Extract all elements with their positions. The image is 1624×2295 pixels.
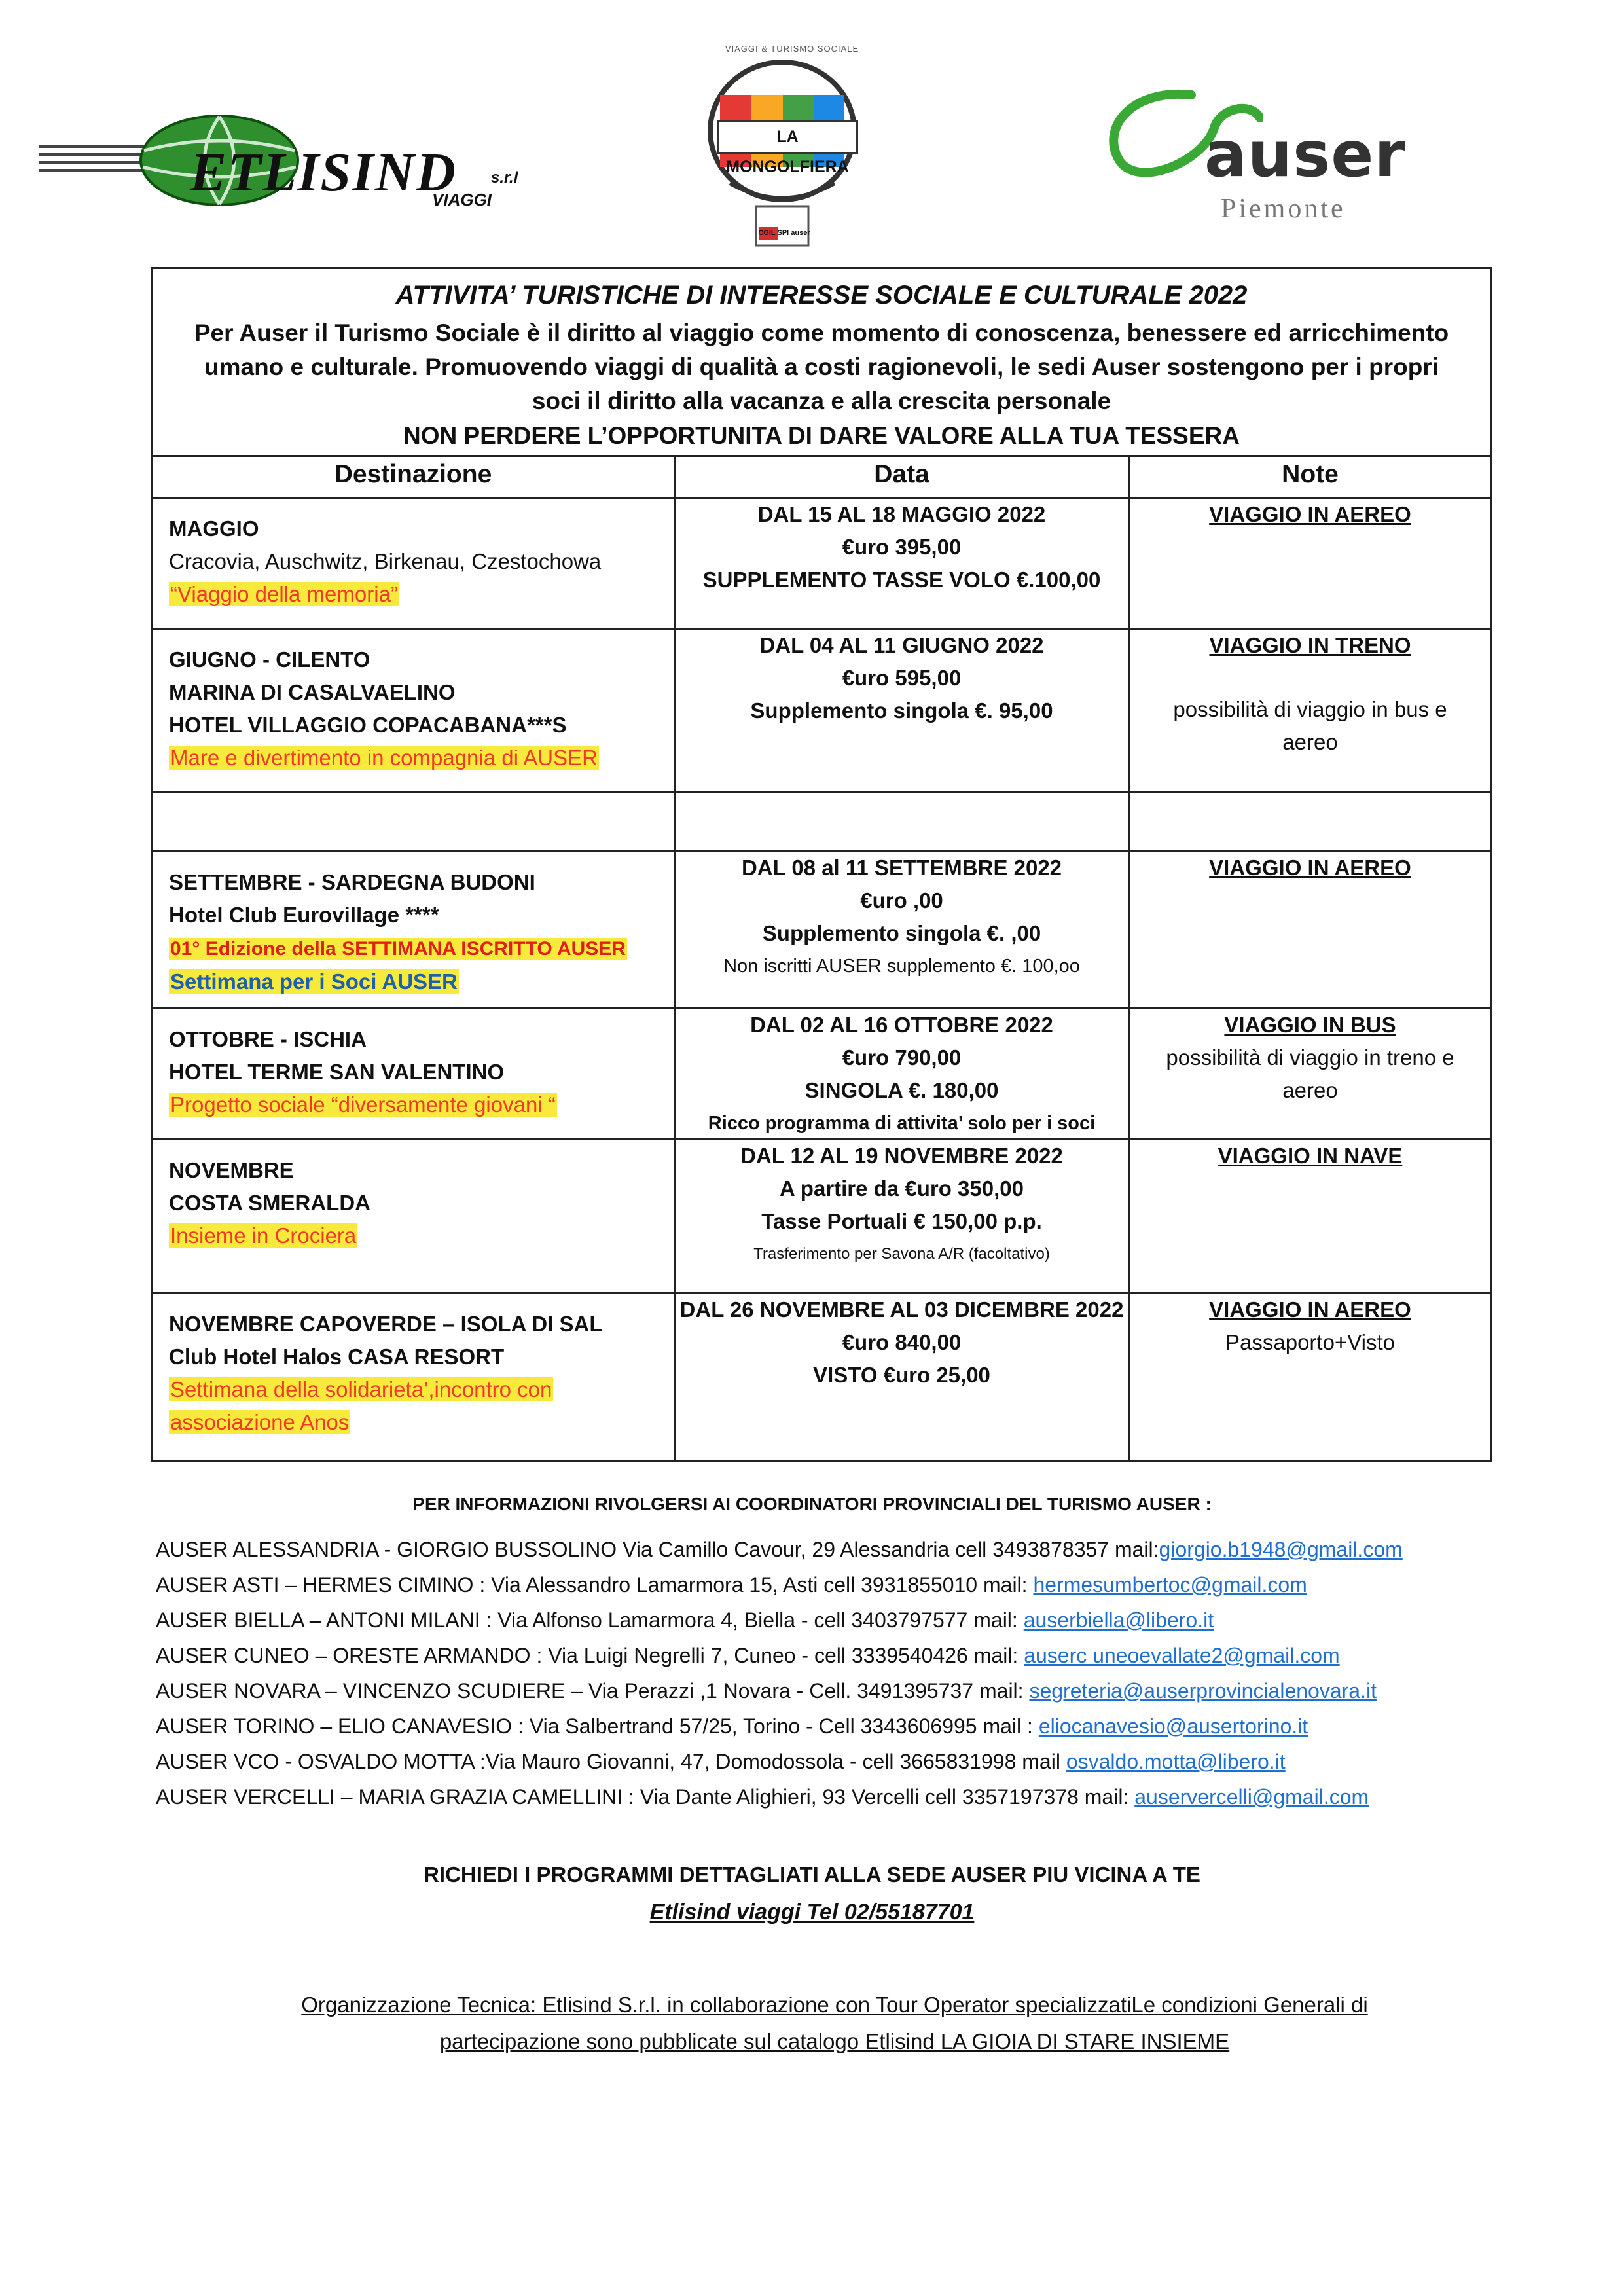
email-link[interactable]: auservercelli@gmail.com [1134,1785,1369,1809]
destination-tagline: associazione Anos [170,1410,350,1434]
row-divider [153,791,1490,793]
trip-dates [676,1140,1128,1271]
destination-place: Cracovia, Auschwitz, Birkenau, Czestochowa [169,549,602,573]
footer-line: Organizzazione Tecnica: Etlisind S.r.l. in collaborazione con Tour Operator specializzatiLe condizioni Generali di [301,1993,1368,2017]
destination-tagline: Insieme in Crociera [170,1223,357,1248]
column-header-data: Data [874,460,929,488]
transport-mode: VIAGGIO IN AEREO [1209,502,1411,526]
destination-tagline: Progetto sociale “diversamente giovani “ [170,1093,556,1117]
contacts-list [156,1532,1609,1815]
trip-extra: Ricco programma di attivita’ solo per i soci [708,1113,1096,1134]
table-row [169,513,666,611]
trip-date-range: DAL 26 NOVEMBRE AL 03 DICEMBRE 2022 [679,1297,1124,1322]
table-row [169,643,666,774]
email-link[interactable]: auserbiella@libero.it [1023,1608,1214,1632]
contact-details: AUSER CUNEO – ORESTE ARMANDO : Via Luigi Negrelli 7, Cuneo - cell 3339540426 mail: [156,1644,1024,1667]
destination-tagline: 01° Edizione della SETTIMANA ISCRITTO AUSER [170,938,626,960]
trip-extra: Trasferimento per Savona A/R (facoltativo) [753,1245,1050,1263]
contact-details: AUSER BIELLA – ANTONI MILANI : Via Alfonso Lamarmora 4, Biella - cell 3403797577 mail: [156,1608,1024,1632]
transport-alternatives: possibilità di viaggio in treno e aereo [1166,1045,1454,1102]
transport-mode: VIAGGIO IN AEREO [1209,856,1411,880]
destination-place: COSTA SMERALDA [169,1191,370,1215]
trip-date-range: DAL 12 AL 19 NOVEMBRE 2022 [740,1144,1063,1168]
table-row [169,1308,666,1439]
page-title: ATTIVITA’ TURISTICHE DI INTERESSE SOCIALE E CULTURALE 2022 [395,281,1248,310]
destination-month: NOVEMBRE CAPOVERDE – ISOLA DI SAL [169,1312,603,1336]
list-item [156,1779,1609,1815]
trip-price: A partire da €uro 350,00 [780,1176,1024,1201]
etlisind-logo [39,105,518,216]
trip-notes [1130,1293,1490,1359]
trip-notes [1130,498,1490,531]
transport-mode: VIAGGIO IN AEREO [1209,1297,1411,1322]
trip-date-range: DAL 04 AL 11 GIUGNO 2022 [759,633,1044,657]
mongolfiera-banner: LA MONGOLFIERA [717,120,858,154]
list-item [156,1602,1609,1638]
contact-details: AUSER TORINO – ELIO CANAVESIO : Via Salbertrand 57/25, Torino - Cell 3343606995 mail : [156,1714,1039,1738]
trip-notes [1130,852,1490,884]
trip-date-range: DAL 08 al 11 SETTEMBRE 2022 [741,856,1062,880]
contact-details: AUSER VCO - OSVALDO MOTTA :Via Mauro Giovanni, 47, Domodossola - cell 3665831998 mail [156,1750,1066,1773]
list-item [156,1708,1609,1744]
destination-month: GIUGNO - CILENTO [169,647,370,672]
trip-price: €uro 595,00 [842,666,962,690]
mongolfiera-arc-text: VIAGGI & TURISMO SOCIALE [725,44,859,54]
destination-tagline: “Viaggio della memoria” [170,582,398,606]
list-item [156,1673,1609,1708]
trip-date-range: DAL 02 AL 16 OTTOBRE 2022 [750,1013,1053,1037]
request-programs: RICHIEDI I PROGRAMMI DETTAGLIATI ALLA SEDE AUSER PIU VICINA A TE [424,1862,1200,1887]
info-heading: PER INFORMAZIONI RIVOLGERSI AI COORDINATORI PROVINCIALI DEL TURISMO AUSER : [412,1494,1212,1514]
footer-line: partecipazione sono pubblicate sul catalogo Etlisind LA GIOIA DI STARE INSIEME [439,2029,1230,2053]
destination-hotel: Club Hotel Halos CASA RESORT [169,1345,505,1369]
contact-details: AUSER ASTI – HERMES CIMINO : Via Alessandro Lamarmora 15, Asti cell 3931855010 mail: [156,1573,1034,1597]
table-header [153,269,1490,457]
transport-alternatives: possibilità di viaggio in bus e aereo [1173,697,1447,754]
trip-dates [676,1293,1128,1392]
trip-supplement: Tasse Portuali € 150,00 p.p. [761,1209,1042,1233]
destination-tagline: Settimana della solidarieta’,incontro con [170,1377,552,1401]
column-header-destinazione: Destinazione [334,460,492,488]
trip-extra: Non iscritti AUSER supplemento €. 100,oo [723,956,1080,977]
table-row [169,866,666,998]
destination-month: SETTEMBRE - SARDEGNA BUDONI [169,870,535,894]
email-link[interactable]: eliocanavesio@ausertorino.it [1038,1714,1308,1738]
transport-mode: VIAGGIO IN TRENO [1209,633,1411,657]
destination-month: NOVEMBRE [169,1158,294,1182]
list-item [156,1638,1609,1673]
trip-price: €uro 790,00 [842,1045,962,1070]
intro-line: umano e culturale. Promuovendo viaggi di qualità a costi ragionevoli, le sedi Auser sostengono per i propri [204,353,1439,380]
contact-details: AUSER ALESSANDRIA - GIORGIO BUSSOLINO Via Camillo Cavour, 29 Alessandria cell 3493878357 mail: [156,1538,1159,1561]
destination-hotel: HOTEL TERME SAN VALENTINO [169,1060,505,1084]
trip-dates [676,852,1128,983]
call-to-action: NON PERDERE L’OPPORTUNITA DI DARE VALORE ALLA TUA TESSERA [403,422,1240,449]
auser-wordmark: auser [1204,118,1406,191]
intro-text [185,316,1458,418]
trip-price: €uro ,00 [860,888,943,913]
table-row [169,1023,666,1121]
contact-details: AUSER VERCELLI – MARIA GRAZIA CAMELLINI : Via Dante Alighieri, 93 Vercelli cell 3357197378 mail: [156,1785,1135,1809]
trip-price: €uro 395,00 [842,535,962,559]
list-item [156,1567,1609,1602]
auser-region: Piemonte [1221,194,1346,224]
trip-dates [676,629,1128,727]
email-link[interactable]: segreteria@auserprovincialenovara.it [1029,1679,1377,1703]
email-link[interactable]: osvaldo.motta@libero.it [1066,1750,1286,1773]
destination-tagline: Settimana per i Soci AUSER [170,969,458,994]
footer-note [183,1987,1486,2060]
trip-dates [676,1009,1128,1140]
transport-alternatives: Passaporto+Visto [1225,1330,1395,1354]
list-item [156,1532,1609,1567]
trip-supplement: VISTO €uro 25,00 [813,1363,990,1387]
column-header-note: Note [1282,460,1339,488]
trip-notes [1143,629,1477,759]
destination-tagline: Mare e divertimento in compagnia di AUSER [170,746,598,770]
intro-line: soci il diritto alla vacanza e alla crescita personale [532,388,1111,414]
activities-table [151,267,1492,1462]
trip-supplement: SUPPLEMENTO TASSE VOLO €.100,00 [702,568,1101,592]
destination-hotel: HOTEL VILLAGGIO COPACABANA***S [169,713,567,737]
list-item [156,1744,1609,1779]
auser-logo [1093,82,1434,232]
etlisind-wordmark: ETLISIND [190,142,458,203]
email-link[interactable]: auserc uneoevallate2@gmail.com [1024,1644,1340,1667]
trip-supplement: Supplemento singola €. 95,00 [750,698,1053,723]
mongolfiera-logo [681,36,884,259]
intro-line: Per Auser il Turismo Sociale è il diritto al viaggio come momento di conoscenza, benessere ed arricchimento [194,319,1449,346]
trip-notes [1130,1140,1490,1172]
destination-hotel: Hotel Club Eurovillage **** [169,903,439,927]
contact-details: AUSER NOVARA – VINCENZO SCUDIERE – Via Perazzi ,1 Novara - Cell. 3491395737 mail: [156,1679,1030,1703]
etlisind-viaggi: VIAGGI [432,190,492,209]
destination-place: MARINA DI CASALVAELINO [169,680,456,704]
destination-month: OTTOBRE - ISCHIA [169,1027,367,1051]
transport-mode: VIAGGIO IN BUS [1224,1013,1396,1037]
destination-month: MAGGIO [169,516,259,541]
email-link[interactable]: giorgio.b1948@gmail.com [1159,1538,1403,1561]
trip-price: €uro 840,00 [842,1330,962,1354]
trip-notes [1143,1009,1477,1107]
agency-phone: Etlisind viaggi Tel 02/55187701 [649,1900,975,1925]
etlisind-srl: s.r.l [491,169,518,187]
table-row [169,1154,666,1252]
email-link[interactable]: hermesumbertoc@gmail.com [1033,1573,1307,1597]
trip-date-range: DAL 15 AL 18 MAGGIO 2022 [757,502,1046,526]
transport-mode: VIAGGIO IN NAVE [1218,1144,1403,1168]
mongolfiera-badge: CGIL SPI auser [758,229,810,237]
trip-dates [676,498,1128,596]
trip-supplement: Supplemento singola €. ,00 [762,921,1041,945]
trip-supplement: SINGOLA €. 180,00 [804,1078,999,1102]
